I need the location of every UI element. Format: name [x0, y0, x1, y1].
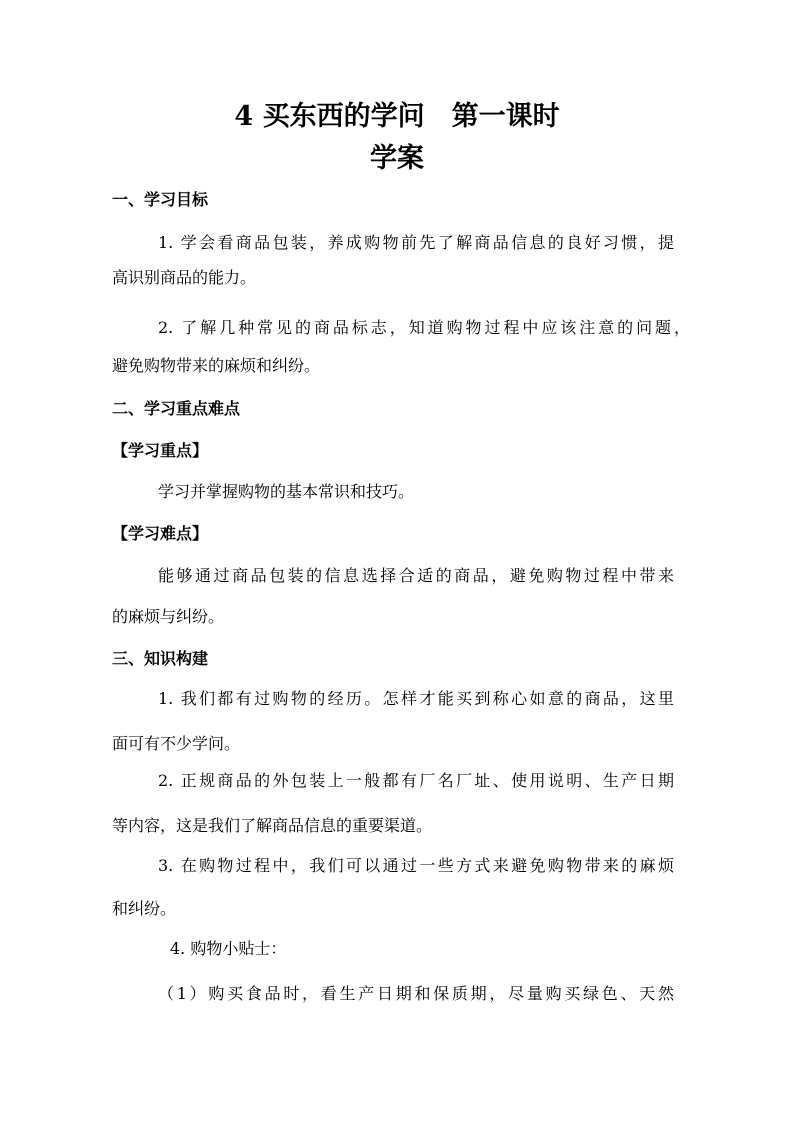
knowledge-1-line-2: 面可有不少学问。: [112, 734, 241, 753]
knowledge-2-line-1: 2. 正规商品的外包装上一般都有厂名厂址、使用说明、生产日期: [158, 771, 674, 790]
difficult-points-line-2: 的麻烦与纠纷。: [112, 607, 225, 626]
section-heading-knowledge-building: 三、知识构建: [112, 649, 209, 668]
section-heading-learning-goals: 一、学习目标: [112, 190, 209, 209]
difficult-points-label: 【学习难点】: [112, 524, 209, 543]
document-title: 4 买东西的学问 第一课时: [234, 101, 560, 132]
shopping-tip-1-line-1: （1）购买食品时，看生产日期和保质期，尽量购买绿色、天然: [158, 984, 674, 1003]
key-points-text: 学习并掌握购物的基本常识和技巧。: [158, 482, 415, 501]
knowledge-2-line-2: 等内容，这是我们了解商品信息的重要渠道。: [112, 816, 433, 835]
goal-1-line-1: 1. 学会看商品包装，养成购物前先了解商品信息的良好习惯，提: [158, 233, 674, 252]
goal-2-line-1: 2. 了解几种常见的商品标志，知道购物过程中应该注意的问题，: [158, 318, 690, 337]
knowledge-3-line-2: 和纠纷。: [112, 899, 177, 918]
goal-1-line-2: 高识别商品的能力。: [112, 268, 257, 287]
knowledge-1-line-1: 1. 我们都有过购物的经历。怎样才能买到称心如意的商品，这里: [158, 689, 674, 708]
knowledge-3-line-1: 3. 在购物过程中，我们可以通过一些方式来避免购物带来的麻烦: [158, 856, 674, 875]
section-heading-key-difficult-points: 二、学习重点难点: [112, 399, 241, 418]
knowledge-4-shopping-tips: 4. 购物小贴士：: [170, 939, 287, 958]
goal-2-line-2: 避免购物带来的麻烦和纠纷。: [112, 356, 321, 375]
key-points-label: 【学习重点】: [112, 441, 209, 460]
difficult-points-line-1: 能够通过商品包装的信息选择合适的商品，避免购物过程中带来: [158, 566, 674, 585]
document-subtitle: 学案: [370, 143, 424, 174]
